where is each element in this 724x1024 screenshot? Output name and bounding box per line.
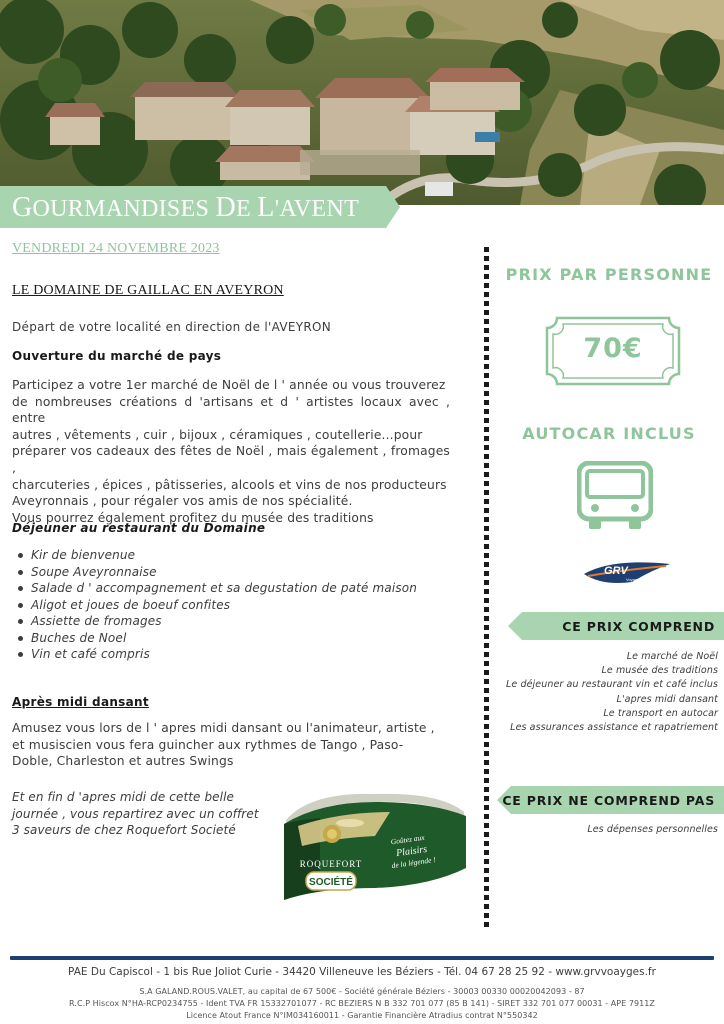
bullet-icon <box>18 570 23 575</box>
box-slogan-3: de la légende ! <box>391 854 437 871</box>
page-title: GOURMANDISES DE L'AVENT <box>12 192 360 223</box>
includes-tag <box>508 612 724 640</box>
list-item: Les dépenses personnelles <box>587 824 718 835</box>
market-heading: Ouverture du marché de pays <box>12 349 222 363</box>
footer-legal-line: Licence Atout France N°IM034160011 - Garantie Financière Atradius contrat N°550342 <box>186 1011 538 1020</box>
footer-address: PAE Du Capiscol - 1 bis Rue Joliot Curie - 34420 Villeneuve les Béziers - Tél. 04 67 28 25 92 - www.grvvoayges.fr <box>68 966 656 978</box>
excludes-tag <box>497 786 724 814</box>
list-item: Aligot et joues de boeuf confites <box>18 597 417 614</box>
list-item: Le déjeuner au restaurant vin et café inclus <box>506 679 718 691</box>
list-item: Le marché de Noël <box>626 651 718 662</box>
list-item: Le musée des traditions <box>601 665 718 677</box>
list-item: Soupe Aveyronnaise <box>18 564 417 581</box>
column-divider <box>484 247 489 927</box>
price-per-person-label: PRIX PAR PERSONNE <box>505 265 713 284</box>
bullet-icon <box>18 586 23 591</box>
bullet-icon <box>18 619 23 624</box>
market-line: Aveyronnais , pour régaler vos amis de nos spécialité. <box>12 494 353 509</box>
list-item: Les assurances assistance et rapatriement <box>510 722 718 734</box>
bullet-icon <box>18 652 23 657</box>
lunch-heading: Déjeuner au restaurant du Domaine <box>12 521 266 535</box>
afternoon-line: et musiscien vous fera guincher aux rythmes de Tango , Paso- <box>12 737 404 752</box>
title-banner <box>0 186 400 228</box>
museum-line: Vous pourrez également profitez du musée des traditions <box>12 510 374 525</box>
list-item: Le transport en autocar <box>603 707 718 719</box>
excludes-label: CE PRIX NE COMPREND PAS <box>502 793 715 808</box>
footer-divider <box>10 956 714 960</box>
list-item: Vin et café compris <box>18 646 417 663</box>
ending-text: Et en fin d 'apres midi de cette belle journée , vous repartirez avec un coffret 3 saveurs de chez Roquefort Societé <box>12 790 259 837</box>
footer-legal-line: S.A GALAND.ROUS.VALET, au capital de 67 500€ - Société générale Béziers - 30003 00330 00020042093 - 87 <box>139 987 585 996</box>
market-line: de nombreuses créations d 'artisans et d ' artistes locaux avec , entre <box>12 394 450 426</box>
box-slogan-2: Plaisirs <box>395 843 428 860</box>
market-line: charcuteries , épices , pâtisseries, alcools et vins de nos producteurs <box>12 477 447 492</box>
grv-logo-text: GRV <box>604 565 628 577</box>
box-brand-top: ROQUEFORT <box>299 859 363 869</box>
bullet-icon <box>18 553 23 558</box>
departure-text: Départ de votre localité en direction de l'AVEYRON <box>12 320 332 334</box>
hero-photo <box>0 0 724 205</box>
event-date: VENDREDI 24 NOVEMBRE 2023 <box>12 241 220 256</box>
bus-icon <box>577 461 653 531</box>
afternoon-paragraph <box>12 720 450 770</box>
lunch-menu <box>18 547 417 663</box>
grv-logo <box>582 556 672 588</box>
grv-logo-sub: Voyages <box>626 577 642 582</box>
box-brand-main: SOCIÉTÉ <box>309 877 353 888</box>
market-line: autres , vêtements , cuir , bijoux , céramiques , coutellerie...pour <box>12 427 423 442</box>
market-line: Participez a votre 1er marché de Noël de l ' année ou vous trouverez <box>12 378 446 392</box>
includes-list <box>506 650 718 735</box>
afternoon-line: Doble, Charleston et autres Swings <box>12 754 234 769</box>
list-item: Salade d ' accompagnement et sa degustation de paté maison <box>18 580 417 597</box>
bullet-icon <box>18 636 23 641</box>
list-item: Buches de Noel <box>18 630 417 647</box>
includes-label: CE PRIX COMPREND <box>562 619 715 634</box>
footer-legal-line: R.C.P Hiscox N°HA-RCP0234755 - Ident TVA FR 15332701077 - RC BEZIERS N B 332 701 077 (85 B 141) - SIRET 332 701 077 00031 - APE 7911Z <box>69 999 655 1008</box>
afternoon-line: Amusez vous lors de l ' apres midi dansant ou l'animateur, artiste , <box>12 721 435 735</box>
market-paragraph <box>12 377 450 526</box>
box-slogan-1: Goûtez aux <box>390 832 426 847</box>
list-item: Assiette de fromages <box>18 613 417 630</box>
list-item: L'apres midi dansant <box>616 693 718 705</box>
afternoon-heading: Après midi dansant <box>12 695 149 709</box>
roquefort-gift-box-image <box>280 790 470 902</box>
autocar-label: AUTOCAR INCLUS <box>522 424 696 443</box>
list-item: Kir de bienvenue <box>18 547 417 564</box>
event-place: LE DOMAINE DE GAILLAC EN AVEYRON <box>12 283 284 298</box>
market-line: préparer vos cadeaux des fêtes de Noël , mais également , fromages , <box>12 444 450 475</box>
bullet-icon <box>18 603 23 608</box>
price-value: 70€ <box>583 333 643 364</box>
